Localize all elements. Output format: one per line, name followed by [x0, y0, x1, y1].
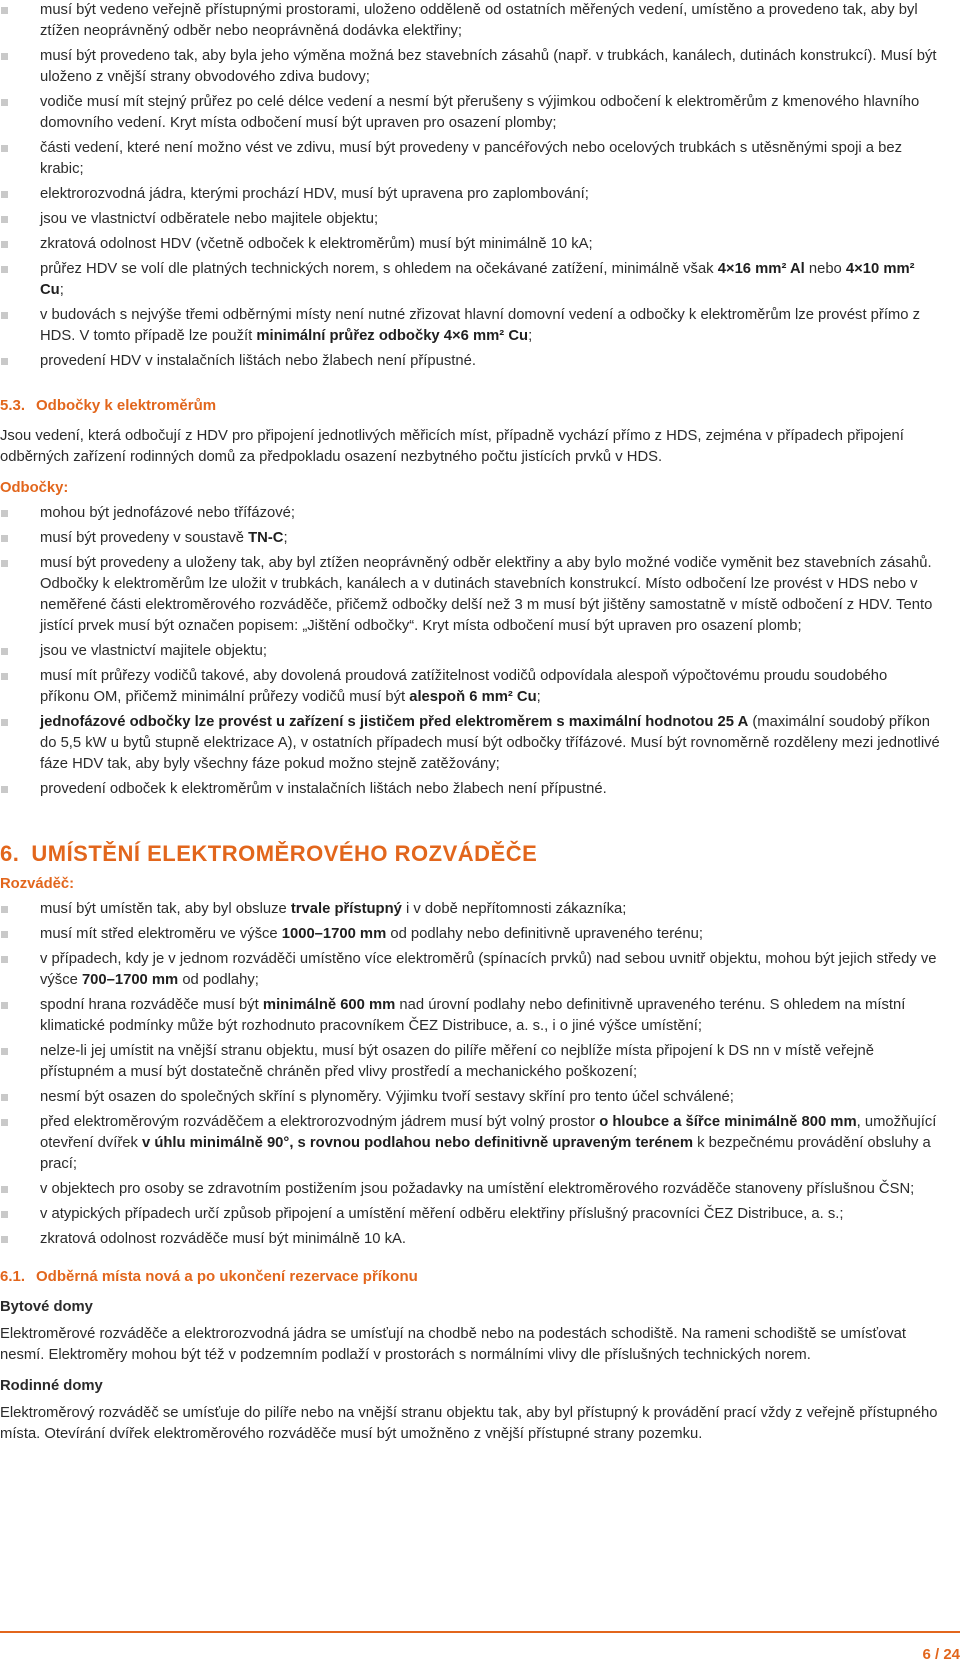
- list-item: [0, 995, 940, 1037]
- emphasis-text: v úhlu minimálně 90°, s rovnou podlahou nebo definitivně upraveným terénem: [141, 1135, 694, 1151]
- emphasis-text: 1000–1700 mm: [281, 926, 387, 942]
- list-item: [0, 924, 940, 945]
- item-text: nelze-li jej umístit na vnější stranu objektu, musí být osazen do pilíře měření co nejblíže místa připojení k DS nn v místě veřejně přístupném a musí být dostatečně chráněn před vlivy prostředí a mechanického poškození;: [40, 1043, 874, 1080]
- list-item: [0, 899, 940, 920]
- item-text: nad úrovní podlahy nebo definitivně upraveného terénu. S ohledem na místní klimatické podmínky může být rozhodnuto pracovníkem ČEZ Distribuce, a. s., i o jiné výšce umístění;: [40, 997, 906, 1034]
- item-text: (maximální soudobý příkon do 5,5 kW u bytů stupně elektrizace A), v ostatních případech musí být odbočky třífázové. Musí být rovnoměrně rozděleny mezi jednotlivé fáze HDV tak, aby byly všechny fáze pokud možno stejně zatěžovány;: [40, 714, 940, 772]
- section-number: 6.1.: [0, 1268, 26, 1285]
- list-item: [0, 1229, 940, 1250]
- list-item: [0, 528, 940, 549]
- rodinne-domy-heading: Rodinné domy: [0, 1378, 103, 1394]
- item-text: jsou ve vlastnictví majitele objektu;: [40, 643, 267, 659]
- item-text: musí být vedeno veřejně přístupnými prostorami, uloženo odděleně od ostatních měřených vedení, umístěno a provedeno tak, aby byl ztížen neoprávněný odběr nebo neoprávněná dodávka elektřiny;: [40, 2, 918, 39]
- list-item: [0, 305, 940, 347]
- item-text: i v době nepřítomnosti zákazníka;: [401, 901, 627, 917]
- list-item: [0, 779, 940, 800]
- list-item: [0, 949, 940, 991]
- item-text: v objektech pro osoby se zdravotním postižením jsou požadavky na umístění elektroměrového rozváděče stanoveny příslušnou ČSN;: [40, 1181, 915, 1197]
- list-item: [0, 184, 940, 205]
- emphasis-text: minimální průřez odbočky 4×6 mm² Cu: [256, 328, 529, 344]
- list-item: [0, 712, 940, 775]
- odbocky-label: Odbočky:: [0, 480, 69, 496]
- item-text: v atypických případech určí způsob připojení a umístění měření odběru elektřiny příslušný pracovníci ČEZ Distribuce, a. s.;: [40, 1206, 844, 1222]
- emphasis-text: 4×16 mm² Al: [717, 261, 805, 277]
- item-text: nesmí být osazen do společných skříní s plynoměry. Výjimku tvoří sestavy skříní pro tento účel schválené;: [40, 1089, 734, 1105]
- item-text: musí být provedeny a uloženy tak, aby byl ztížen neoprávněný odběr elektřiny a aby bylo možné vodiče vyměnit bez stavebních zásahů. Odbočky k elektroměrům lze uložit v trubkách, kanálech a v dutinách stavebních konstrukcí. Místo odbočení lze provést v HDS nebo v neměřené části elektroměrového rozváděče, přičemž odbočky delší než 3 m musí být jištěny samostatně v místě odbočení z HDV. Tento jistící prvek musí být označen popisem: „Jištění odbočky“. Kryt místa odbočení musí být upraven pro osazení plomb;: [40, 555, 933, 634]
- list-item: [0, 0, 940, 42]
- list-item: [0, 1041, 940, 1083]
- section-title: Odbočky k elektroměrům: [36, 397, 217, 414]
- item-text: od podlahy nebo definitivně upraveného terénu;: [386, 926, 703, 942]
- item-text: k bezpečnému provádění obsluhy a prací;: [40, 1135, 931, 1172]
- item-text: ;: [528, 328, 533, 344]
- item-text: v případech, kdy je v jednom rozváděči umístěno více elektroměrů (spínacích prvků) nad sebou uvnitř objektu, mohou být jejich středy ve výšce: [40, 951, 937, 988]
- bytove-domy-text: Elektroměrové rozváděče a elektrorozvodná jádra se umísťují na chodbě nebo na podestách schodiště. Na rameni schodiště se umísťovat nesmí. Elektroměry mohou být též v podzemním podlaží v prostorách s normálními vlivy dle příslušných technických norem.: [0, 1326, 906, 1363]
- emphasis-text: alespoň 6 mm² Cu: [409, 689, 537, 705]
- list-item: [0, 259, 940, 301]
- item-text: mohou být jednofázové nebo třífázové;: [40, 505, 296, 521]
- list-item: [0, 138, 940, 180]
- item-text: musí být provedeno tak, aby byla jeho výměna možná bez stavebních zásahů (např. v trubkách, kanálech, dutinách konstrukcí). Musí být uloženo z vnější strany obvodového zdiva budovy;: [40, 48, 937, 85]
- rodinne-domy-text: Elektroměrový rozváděč se umísťuje do pilíře nebo na vnější stranu objektu tak, aby byl přístupný k provádění prací vždy z veřejně přístupného místa. Otevírání dvířek elektroměrového rozváděče musí být umožněno z vnější přístupné strany pozemku.: [0, 1405, 938, 1442]
- list-item: [0, 553, 940, 637]
- item-text: provedení odboček k elektroměrům v instalačních lištách nebo žlabech není přípustné.: [40, 781, 607, 797]
- page-number: 6 / 24: [922, 1646, 960, 1663]
- item-text: před elektroměrovým rozváděčem a elektrorozvodným jádrem musí být volný prostor: [40, 1114, 600, 1130]
- list-item: [0, 1179, 940, 1200]
- section-5-3-intro: Jsou vedení, která odbočují z HDV pro připojení jednotlivých měřicích míst, případně vychází přímo z HDS, zejména v případech připojení odběrných zařízení rodinných domů za předpokladu osazení nezbytného počtu jistících prvků v HDS.: [0, 428, 904, 465]
- list-item: [0, 666, 940, 708]
- item-text: musí mít průřezy vodičů takové, aby dovolená proudová zatížitelnost vodičů odpovídala alespoň výpočtovému proudu soudobého příkonu OM, přičemž minimální průřezy vodičů musí být: [40, 668, 888, 705]
- item-text: vodiče musí mít stejný průřez po celé délce vedení a nesmí být přerušeny s výjimkou odbočení k elektroměrům z kmenového hlavního domovního vedení. Kryt místa odbočení musí být upraven pro osazení plomby;: [40, 94, 920, 131]
- item-text: ;: [283, 530, 288, 546]
- section-title: UMÍSTĚNÍ ELEKTROMĚROVÉHO ROZVÁDĚČE: [31, 841, 538, 866]
- item-text: musí mít střed elektroměru ve výšce: [40, 926, 282, 942]
- item-text: zkratová odolnost HDV (včetně odboček k elektroměrům) musí být minimálně 10 kA;: [40, 236, 593, 252]
- item-text: ;: [536, 689, 541, 705]
- emphasis-text: TN-C: [248, 530, 284, 546]
- item-text: elektrorozvodná jádra, kterými prochází HDV, musí být upravena pro zaplombování;: [40, 186, 589, 202]
- item-text: spodní hrana rozváděče musí být: [40, 997, 263, 1013]
- emphasis-text: trvale přístupný: [290, 901, 402, 917]
- item-text: průřez HDV se volí dle platných technických norem, s ohledem na očekávané zatížení, minimálně však: [40, 261, 718, 277]
- list-item: [0, 209, 940, 230]
- list-item: [0, 1204, 940, 1225]
- item-text: zkratová odolnost rozváděče musí být minimálně 10 kA.: [40, 1231, 406, 1247]
- section-title: Odběrná místa nová a po ukončení rezervace příkonu: [36, 1268, 418, 1285]
- emphasis-text: 4×10 mm² Cu: [40, 261, 915, 298]
- item-text: v budovách s nejvýše třemi odběrnými místy není nutné zřizovat hlavní domovní vedení a odbočky k elektroměrům lze provést přímo z HDS. V tomto případě lze použít: [40, 307, 920, 344]
- item-text: jsou ve vlastnictví odběratele nebo majitele objektu;: [40, 211, 379, 227]
- bytove-domy-heading: Bytové domy: [0, 1299, 93, 1315]
- section-5-3-heading: [0, 395, 940, 416]
- item-text: nebo: [804, 261, 846, 277]
- rozvadec-label: Rozváděč:: [0, 876, 75, 892]
- item-text: musí být provedeny v soustavě: [40, 530, 249, 546]
- emphasis-text: jednofázové odbočky lze provést u zařízení s jističem před elektroměrem s maximální hodnotou 25 A: [40, 714, 749, 730]
- list-item: [0, 351, 940, 372]
- item-text: od podlahy;: [178, 972, 259, 988]
- item-text: musí být umístěn tak, aby byl obsluze: [40, 901, 291, 917]
- footer-divider: [0, 1631, 960, 1633]
- item-text: provedení HDV v instalačních lištách nebo žlabech není přípustné.: [40, 353, 476, 369]
- item-text: části vedení, které není možno vést ve zdivu, musí být provedeny v pancéřových nebo ocelových trubkách s utěsněnými spoji a bez krabic;: [40, 140, 902, 177]
- emphasis-text: minimálně 600 mm: [262, 997, 396, 1013]
- section-6-1-heading: [0, 1266, 940, 1287]
- list-item: [0, 234, 940, 255]
- odbocky-list: [0, 503, 940, 800]
- list-item: [0, 92, 940, 134]
- section-6-heading: [0, 840, 940, 868]
- list-item: [0, 46, 940, 88]
- list-item: [0, 641, 940, 662]
- hdv-requirements-list: [0, 0, 940, 372]
- list-item: [0, 503, 940, 524]
- emphasis-text: o hloubce a šířce minimálně 800 mm: [599, 1114, 857, 1130]
- emphasis-text: 700–1700 mm: [81, 972, 179, 988]
- section-number: 6.: [0, 841, 20, 866]
- item-text: ;: [59, 282, 64, 298]
- rozvadec-list: [0, 899, 940, 1250]
- section-number: 5.3.: [0, 397, 26, 414]
- item-text: , umožňující otevření dvířek: [40, 1114, 937, 1151]
- list-item: [0, 1112, 940, 1175]
- list-item: [0, 1087, 940, 1108]
